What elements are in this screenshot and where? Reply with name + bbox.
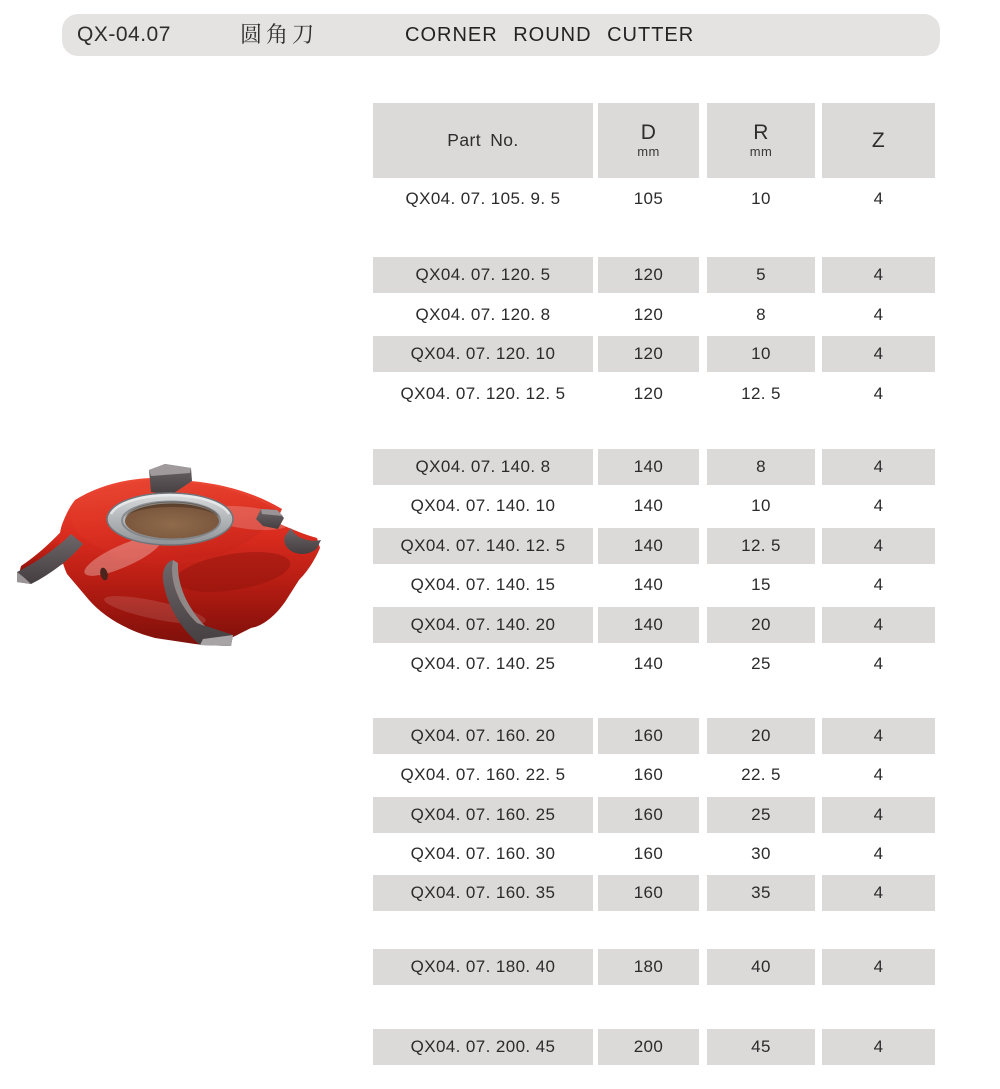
part-no-cell: QX04. 07. 120. 8 xyxy=(415,304,551,324)
diameter-cell: 160 xyxy=(598,875,699,911)
part-no-cell: QX04. 07. 140. 10 xyxy=(410,496,556,516)
table-row xyxy=(373,797,935,833)
table-row xyxy=(373,567,935,603)
model-number: QX-04.07 xyxy=(77,23,171,46)
diameter-cell: 140 xyxy=(633,653,664,673)
table-row xyxy=(373,607,935,643)
diameter-cell: 120 xyxy=(598,336,699,372)
table-row xyxy=(373,757,935,793)
group-spacer xyxy=(373,415,935,449)
radius-cell: 35 xyxy=(707,875,815,911)
diameter-cell: 140 xyxy=(633,575,664,595)
radius-cell: 22. 5 xyxy=(741,765,781,785)
radius-cell: 25 xyxy=(707,797,815,833)
column-header-z: Z xyxy=(822,103,935,178)
diameter-cell: 140 xyxy=(598,528,699,564)
table-row xyxy=(373,449,935,485)
radius-cell: 12. 5 xyxy=(741,383,781,403)
diameter-cell: 105 xyxy=(633,189,664,209)
group-spacer xyxy=(373,685,935,718)
diameter-cell: 140 xyxy=(598,607,699,643)
table-row xyxy=(373,376,935,412)
teeth-cell: 4 xyxy=(873,383,884,403)
group-spacer xyxy=(373,915,935,949)
diameter-cell: 160 xyxy=(598,718,699,754)
part-no-cell: QX04. 07. 180. 40 xyxy=(373,949,593,985)
part-no-cell: QX04. 07. 140. 15 xyxy=(410,575,556,595)
part-no-cell: QX04. 07. 140. 8 xyxy=(373,449,593,485)
product-photo-corner-round-cutter xyxy=(5,452,345,667)
teeth-cell: 4 xyxy=(873,189,884,209)
teeth-cell: 4 xyxy=(822,949,935,985)
radius-cell: 25 xyxy=(751,653,771,673)
teeth-cell: 4 xyxy=(822,1029,935,1065)
diameter-cell: 120 xyxy=(633,383,664,403)
radius-cell: 12. 5 xyxy=(707,528,815,564)
teeth-cell: 4 xyxy=(822,607,935,643)
table-row xyxy=(373,528,935,564)
teeth-cell: 4 xyxy=(873,765,884,785)
radius-cell: 45 xyxy=(707,1029,815,1065)
part-no-cell: QX04. 07. 160. 20 xyxy=(373,718,593,754)
radius-cell: 10 xyxy=(751,189,771,209)
diameter-cell: 120 xyxy=(598,257,699,293)
table-row xyxy=(373,718,935,754)
radius-cell: 20 xyxy=(707,607,815,643)
product-name-chinese: 圆角刀 xyxy=(240,22,319,47)
group-spacer xyxy=(373,221,935,258)
group-spacer xyxy=(373,988,935,1029)
table-body xyxy=(373,181,935,1064)
table-row xyxy=(373,297,935,333)
radius-cell: 40 xyxy=(707,949,815,985)
diameter-cell: 180 xyxy=(598,949,699,985)
part-no-cell: QX04. 07. 120. 5 xyxy=(373,257,593,293)
product-name-english: CORNER ROUND CUTTER xyxy=(405,24,695,46)
diameter-cell: 160 xyxy=(633,844,664,864)
table-row xyxy=(373,1029,935,1065)
table-row xyxy=(373,836,935,872)
diameter-cell: 160 xyxy=(598,797,699,833)
teeth-cell: 4 xyxy=(873,653,884,673)
radius-cell: 8 xyxy=(707,449,815,485)
teeth-cell: 4 xyxy=(822,528,935,564)
table-row xyxy=(373,875,935,911)
part-no-cell: QX04. 07. 120. 12. 5 xyxy=(400,383,566,403)
table-row xyxy=(373,257,935,293)
diameter-cell: 200 xyxy=(598,1029,699,1065)
part-no-cell: QX04. 07. 140. 25 xyxy=(410,653,556,673)
unit-label-mm: mm xyxy=(637,144,660,159)
diameter-cell: 140 xyxy=(633,496,664,516)
radius-cell: 15 xyxy=(751,575,771,595)
teeth-cell: 4 xyxy=(873,844,884,864)
radius-cell: 10 xyxy=(707,336,815,372)
column-header-r: R mm xyxy=(707,103,815,178)
radius-cell: 10 xyxy=(751,496,771,516)
radius-cell: 8 xyxy=(756,304,766,324)
table-row xyxy=(373,181,935,217)
teeth-cell: 4 xyxy=(822,718,935,754)
teeth-cell: 4 xyxy=(822,336,935,372)
part-no-cell: QX04. 07. 200. 45 xyxy=(373,1029,593,1065)
part-no-cell: QX04. 07. 160. 35 xyxy=(373,875,593,911)
part-no-cell: QX04. 07. 120. 10 xyxy=(373,336,593,372)
diameter-cell: 160 xyxy=(633,765,664,785)
table-row xyxy=(373,488,935,524)
table-header-row xyxy=(373,103,935,178)
part-no-cell: QX04. 07. 160. 22. 5 xyxy=(400,765,566,785)
part-no-cell: QX04. 07. 140. 20 xyxy=(373,607,593,643)
unit-label-mm: mm xyxy=(749,144,773,159)
radius-cell: 5 xyxy=(707,257,815,293)
table-row xyxy=(373,646,935,682)
part-no-cell: QX04. 07. 160. 25 xyxy=(373,797,593,833)
part-no-cell: QX04. 07. 160. 30 xyxy=(410,844,556,864)
parts-table xyxy=(373,103,935,1068)
teeth-cell: 4 xyxy=(822,875,935,911)
title-bar xyxy=(62,14,940,56)
part-no-cell: QX04. 07. 105. 9. 5 xyxy=(405,189,561,209)
column-header-d: D mm xyxy=(598,103,699,178)
teeth-cell: 4 xyxy=(822,257,935,293)
table-row xyxy=(373,336,935,372)
part-no-cell: QX04. 07. 140. 12. 5 xyxy=(373,528,593,564)
radius-cell: 30 xyxy=(751,844,771,864)
cutter-illustration xyxy=(5,452,345,667)
radius-cell: 20 xyxy=(707,718,815,754)
table-row xyxy=(373,949,935,985)
diameter-cell: 120 xyxy=(633,304,664,324)
teeth-cell: 4 xyxy=(873,575,884,595)
teeth-cell: 4 xyxy=(822,797,935,833)
diameter-cell: 140 xyxy=(598,449,699,485)
teeth-cell: 4 xyxy=(873,496,884,516)
teeth-cell: 4 xyxy=(822,449,935,485)
teeth-cell: 4 xyxy=(873,304,884,324)
column-header-part-no: Part No. xyxy=(373,103,593,178)
